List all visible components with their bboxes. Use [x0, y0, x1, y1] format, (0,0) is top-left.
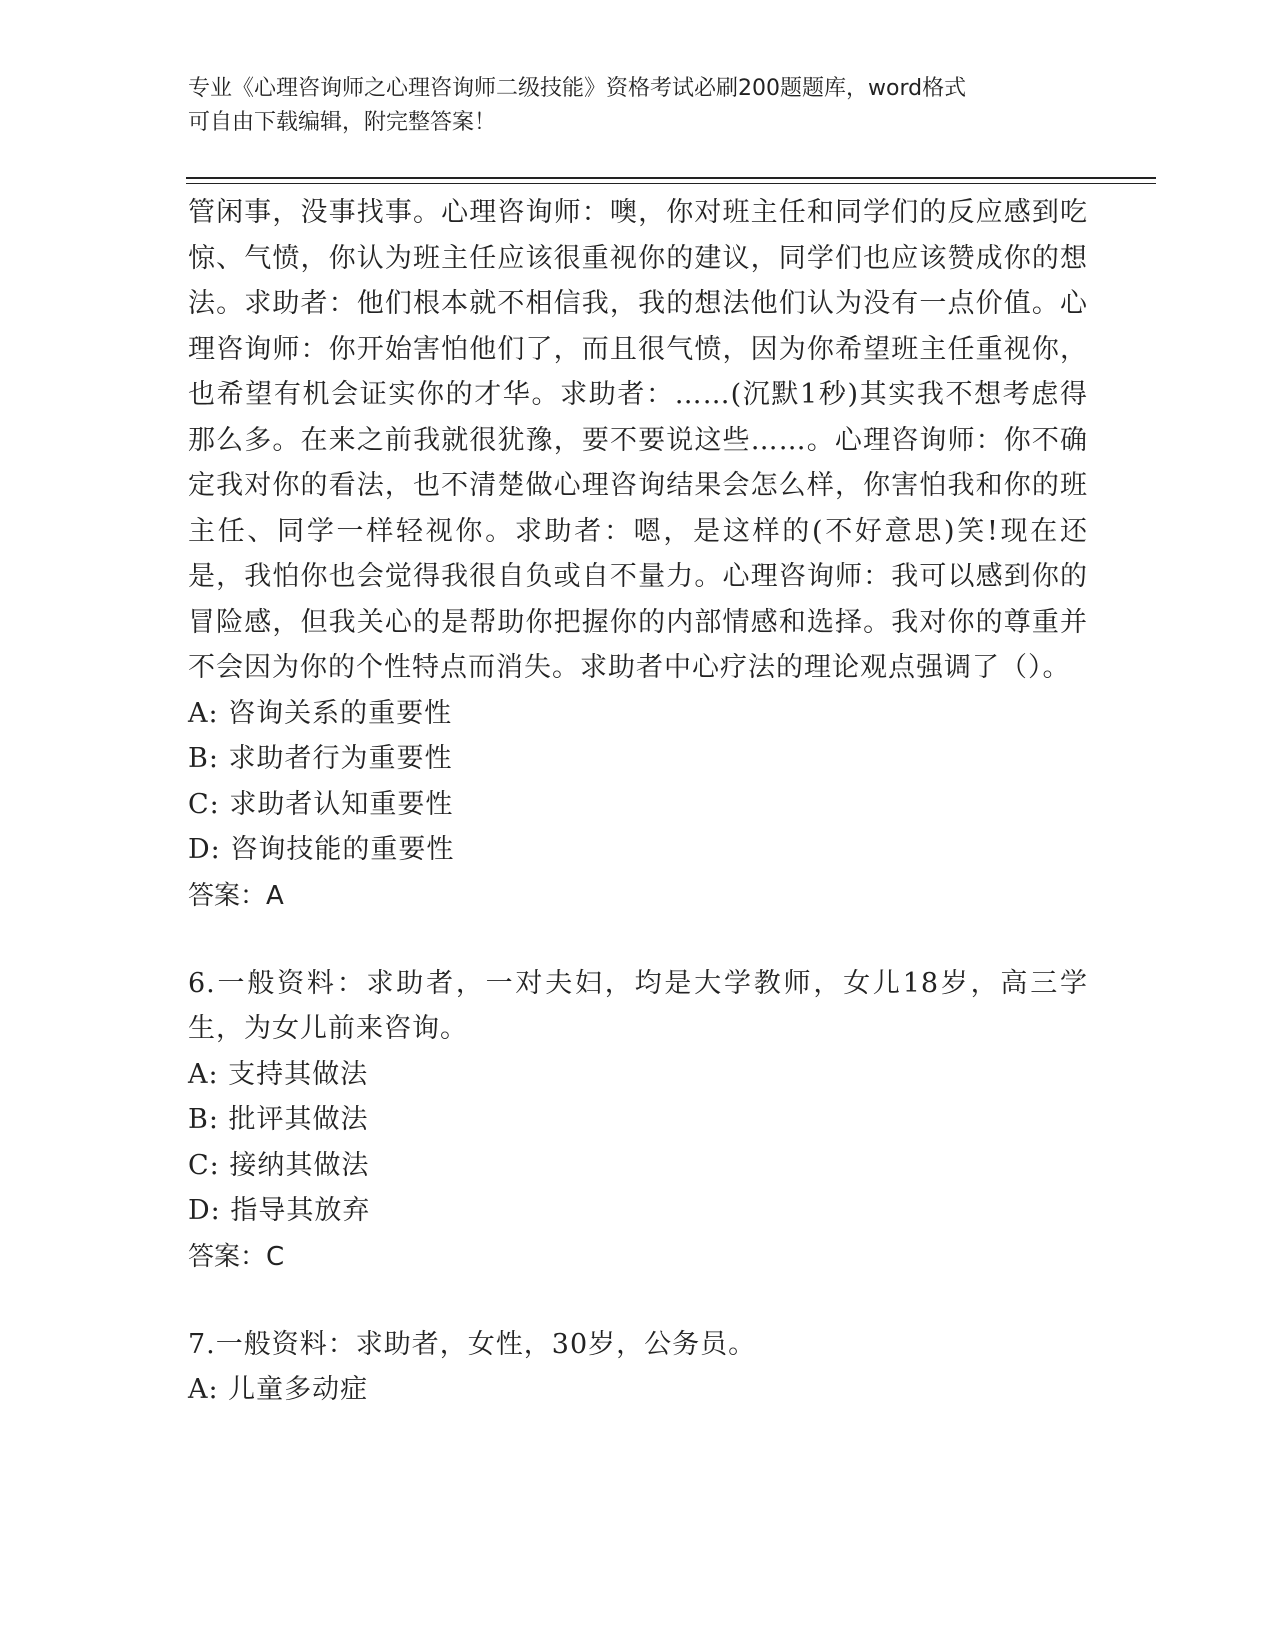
question-5-answer: 答案：A: [188, 880, 284, 911]
question-6: [188, 961, 1088, 1280]
header-line-2: 可自由下载编辑，附完整答案！: [188, 110, 497, 135]
question-5-option-a: A: 咨询关系的重要性: [188, 697, 453, 729]
question-6-answer: 答案：C: [188, 1241, 285, 1272]
question-5: [188, 190, 1088, 919]
question-5-option-c: C: 求助者认知重要性: [188, 788, 454, 820]
question-6-option-b: B: 批评其做法: [188, 1104, 369, 1135]
header-line-1: 专业《心理咨询师之心理咨询师二级技能》资格考试必刷200题题库，word格式: [188, 76, 967, 101]
header-rule-thick: [186, 177, 1156, 179]
question-7: [188, 1322, 1088, 1413]
question-6-stem: 6.一般资料：求助者，一对夫妇，均是大学教师，女儿18岁，高三学生，为女儿前来咨询。: [188, 967, 1088, 1044]
question-6-option-c: C: 接纳其做法: [188, 1149, 370, 1181]
question-6-option-d: D: 指导其放弃: [188, 1195, 371, 1226]
question-5-option-b: B: 求助者行为重要性: [188, 743, 453, 774]
question-7-stem: 7.一般资料：求助者，女性，30岁，公务员。: [188, 1328, 757, 1360]
question-5-option-d: D: 咨询技能的重要性: [188, 834, 455, 865]
header-rule-thin: [186, 183, 1156, 184]
question-content: [188, 190, 1088, 1413]
document-header: [188, 72, 1068, 140]
question-5-passage: 管闲事，没事找事。心理咨询师：噢，你对班主任和同学们的反应感到吃惊、气愤，你认为班主任应该很重视你的建议，同学们也应该赞成你的想法。求助者：他们根本就不相信我，我的想法他们认为没有一点价值。心理咨询师：你开始害怕他们了，而且很气愤，因为你希望班主任重视你，也希望有机会证实你的才华。求助者：……(沉默1秒)其实我不想考虑得那么多。在来之前我就很犹豫，要不要说这些……。心理咨询师：你不确定我对你的看法，也不清楚做心理咨询结果会怎么样，你害怕我和你的班主任、同学一样轻视你。求助者：嗯，是这样的(不好意思)笑!现在还是，我怕你也会觉得我很自负或自不量力。心理咨询师：我可以感到你的冒险感，但我关心的是帮助你把握你的内部情感和选择。我对你的尊重并不会因为你的个性特点而消失。求助者中心疗法的理论观点强调了（）。: [188, 197, 1088, 683]
question-7-option-a: A: 儿童多动症: [188, 1374, 369, 1405]
question-6-option-a: A: 支持其做法: [188, 1058, 369, 1090]
